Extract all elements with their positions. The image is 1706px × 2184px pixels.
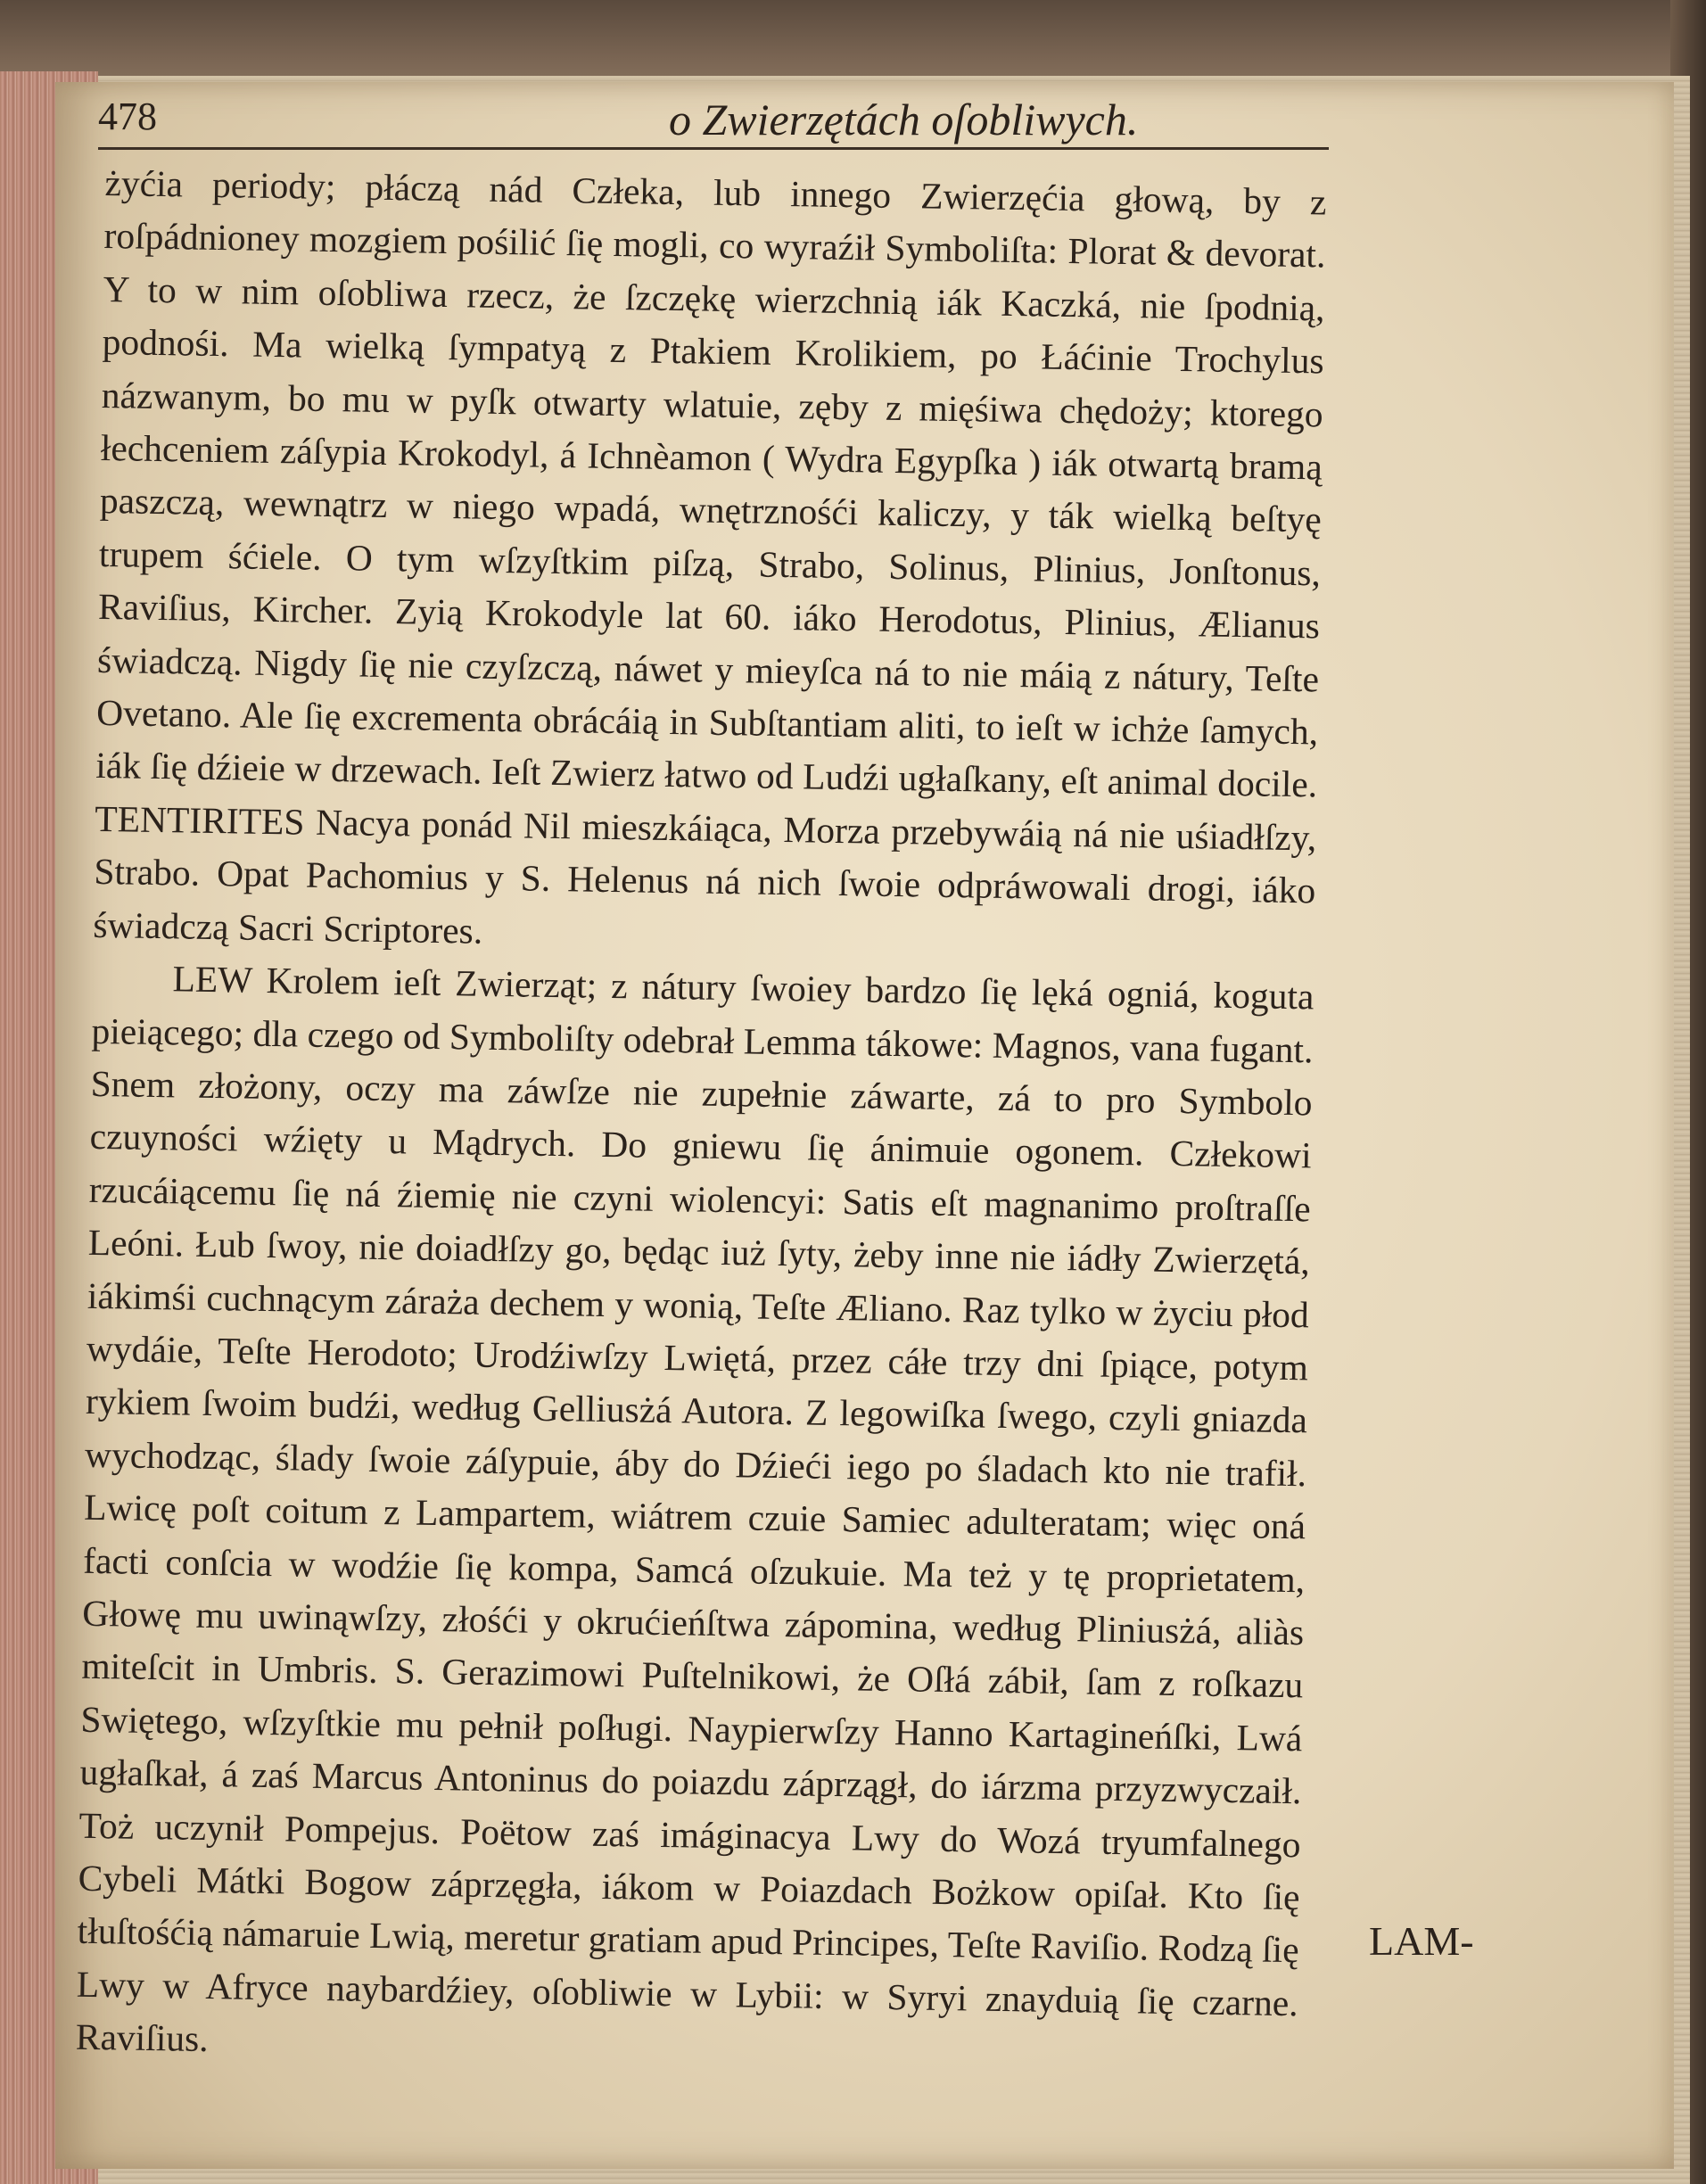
paragraph-lion: LEW Krolem ieſt Zwierząt; z nátury ſwoiey bardzo ſię lęká ogniá, koguta pieiącego; dla czego od Symboliſty odebrał Lemma tákowe: Magnos, vana fugant. Snem złożony, oczy ma záwſze nie zupełnie záwarte, zá to pro Symbolo czuyności wźięty u Mądrych. Do gniewu ſię ánimuie ogonem. Człekowi rzucáiącemu ſię ná źiemię nie czyni wiolencyi: Satis eſt magnanimo proſtraſſe Leóni. Łub ſwoy, nie doiadłſzy go, będąc iuż ſyty, żeby inne nie iádły Zwierzętá, iákimśi cuchnącym záraża dechem y wonią, Teſte Æliano. Raz tylko w życiu płod wydáie, Teſte Herodoto; Urodźiwſzy Lwiętá, przez cáłe trzy dni ſpiące, potym rykiem ſwoim budźi, według Gelliusżá Autora. Z legowiſka ſwego, czyli gniazda wychodząc, ślady ſwoie záſypuie, áby do Dźieći iego po śladach kto nie trafił. Lwicę poſt coitum z Lampartem, wiátrem czuie Samiec adulteratam; więc oná facti conſcia w wodźie ſię kompa, Samcá oſzukuie. Ma też y tę proprietatem, Głowę mu uwinąwſzy, złośći y okrućieńſtwa zápomina, według Pliniusżá, aliàs miteſcit in Umbris. S. Gerazimowi Puſtelnikowi, że Oſłá zábił, ſam z roſkazu Swiętego, wſzyſtkie mu pełnił poſługi. Naypierwſzy Hanno Kartagineńſki, Lwá ugłaſkał, á zaś Marcus Antoninus do poiazdu záprzągł, do iárzma przyzwyczaił. Toż uczynił Pompejus. Poëtow zaś imáginacya Lwy do Wozá tryumfalnego Cybeli Mátki Bogow záprzęgła, iákom w Poiazdach Bożkow opiſał. Kto ſię tłuſtośćią námaruie Lwią, meretur gratiam apud Principes, Teſte Raviſio. Rodzą ſię Lwy w Afryce naybardźiey, oſobliwie w Lybii: w Syryi znayduią ſię czarne. Raviſius. (75, 958, 1315, 2060)
catchword: LAM- (1369, 1918, 1474, 1964)
paragraph-crocodile: żyćia periody; płáczą nád Człeka, lub innego Zwierzęćia głową, by z roſpádnioney mozgiem pośilić ſię mogli, co wyraźił Symboliſta: Plorat & devorat. Y to w nim oſobliwa rzecz, że ſzczękę wierzchnią iák Kaczká, nie ſpodnią, podnośi. Ma wielką ſympatyą z Ptakiem Krolikiem, po Łáćinie Trochylus názwanym, bo mu w pyſk otwarty wlatuie, zęby z mięśiwa chędoży; ktorego łechceniem záſypia Krokodyl, á Ichnèamon ( Wydra Egypſka ) iák otwartą bramą paszczą, wewnątrz w niego wpadá, wnętrznośći kaliczy, y ták wielką beſtyę trupem śćiele. O tym wſzyſtkim piſzą, Strabo, Solinus, Plinius, Jonſtonus, Raviſius, Kircher. Zyią Krokodyle lat 60. iáko Herodotus, Plinius, Ælianus świadczą. Nigdy ſię nie czyſzczą, náwet y mieyſca ná to nie máią z nátury, Teſte Ovetano. Ale ſię excrementa obrácáią in Subſtantiam aliti, to ieſt w ichże ſamych, iák ſię dźieie w drzewach. Ieſt Zwierz łatwo od Ludźi ugłaſkany, eſt animal docile. TENTIRITES Nacya ponád Nil mieszkáiąca, Morza przebywáią ná nie uśiadłſzy, Strabo. Opat Pachomius y S. Helenus ná nich ſwoie odpráwowali drogi, iáko świadczą Sacri Scriptores. (93, 161, 1327, 952)
body-text (75, 157, 1326, 2083)
header-rule (98, 147, 1329, 150)
running-head: o Zwierzętách oſobliwych. (669, 95, 1139, 144)
page-header (98, 94, 1329, 149)
page-number: 478 (98, 95, 157, 138)
